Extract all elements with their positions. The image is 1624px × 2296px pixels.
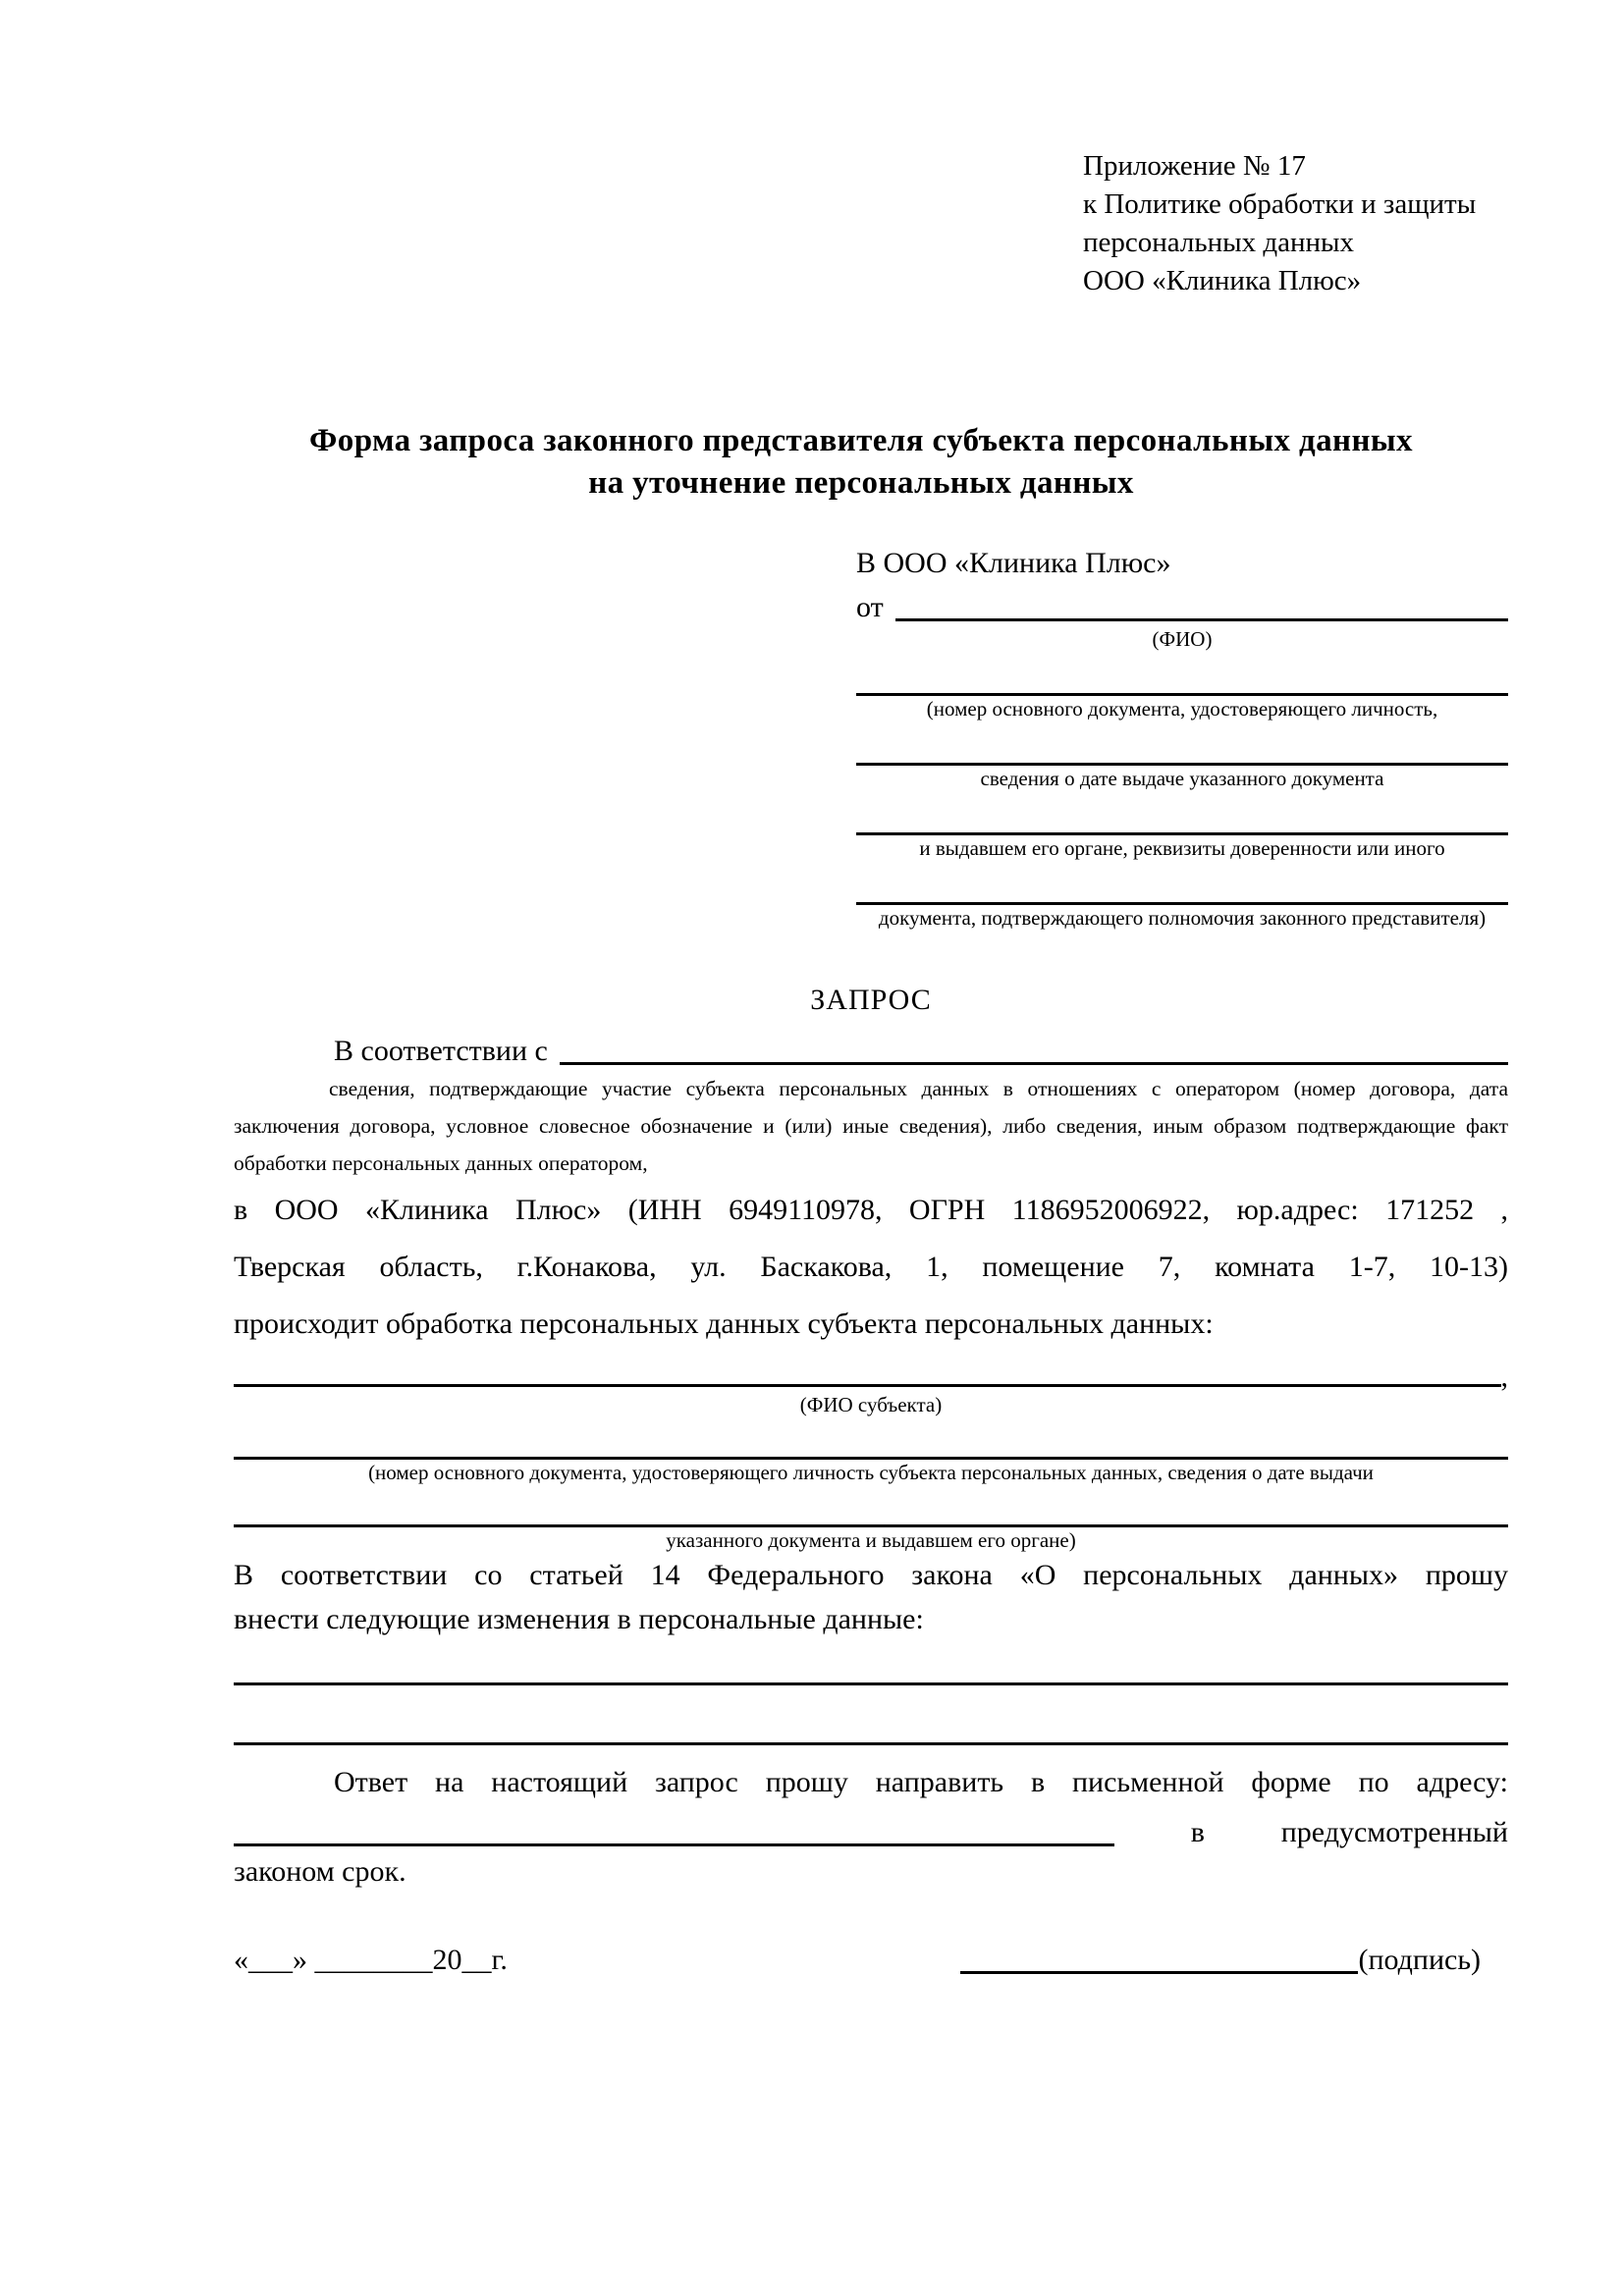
note-line-2: заключения договора, условное словесное обозначение и (или) иные сведения), либо сведения, иным образом подтверждающие факт bbox=[234, 1114, 1508, 1138]
basis-field-row bbox=[234, 1025, 1508, 1070]
operator-details-line-2: Тверская область, г.Конакова, ул. Баскакова, 1, помещение 7, комната 1-7, 10-13) bbox=[234, 1251, 1508, 1283]
answer-tail-word: предусмотренный bbox=[1280, 1816, 1508, 1848]
addressee-to: В ООО «Клиника Плюс» bbox=[856, 547, 1171, 579]
from-fio-field bbox=[895, 618, 1508, 621]
appendix-header bbox=[1083, 147, 1508, 300]
appendix-line: к Политике обработки и защиты bbox=[1083, 188, 1477, 220]
answer-address-field bbox=[234, 1843, 1114, 1846]
signature-caption: (подпись) bbox=[1358, 1944, 1481, 1976]
subject-document-caption: (номер основного документа, удостоверяющего личность субъекта персональных данных, сведения о дате выдачи bbox=[368, 1461, 1374, 1484]
title-line-1: Форма запроса законного представителя субъекта персональных данных bbox=[309, 423, 1413, 458]
date-field: «___» ________20__г. bbox=[234, 1944, 508, 1976]
fio-caption: (ФИО) bbox=[1152, 627, 1213, 651]
changes-field-2 bbox=[234, 1685, 1508, 1745]
title-line-2: на уточнение персональных данных bbox=[588, 465, 1134, 501]
note-line-1: сведения, подтверждающие участие субъекта персональных данных в отношениях с оператором (номер договора, дата bbox=[329, 1077, 1508, 1100]
from-field-row bbox=[856, 583, 1508, 626]
changes-field-1 bbox=[234, 1641, 1508, 1685]
document-number-caption: (номер основного документа, удостоверяющего личность, bbox=[926, 697, 1438, 721]
subject-document-field bbox=[234, 1417, 1508, 1460]
issue-date-field bbox=[856, 721, 1508, 766]
signature-field-group bbox=[960, 1942, 1481, 1979]
trailing-comma: , bbox=[1500, 1361, 1508, 1393]
issue-date-caption: сведения о дате выдаче указанного документа bbox=[980, 767, 1384, 790]
signature-row bbox=[234, 1942, 1508, 1979]
subject-fio-caption: (ФИО субъекта) bbox=[799, 1393, 943, 1416]
answer-term-line: законом срок. bbox=[234, 1855, 406, 1888]
document-number-field bbox=[856, 652, 1508, 696]
appendix-line: ООО «Клиника Плюс» bbox=[1083, 265, 1362, 296]
signature-field bbox=[960, 1942, 1358, 1974]
appendix-line: персональных данных bbox=[1083, 227, 1355, 258]
law-reference-line-2: внести следующие изменения в персональные данные: bbox=[234, 1603, 924, 1635]
issuing-authority-caption: и выдавшем его органе, реквизиты доверенности или иного bbox=[919, 836, 1445, 860]
answer-request-line: Ответ на настоящий запрос прошу направить в письменной форме по адресу: bbox=[334, 1766, 1508, 1798]
answer-in-word: в bbox=[1190, 1816, 1205, 1848]
basis-field bbox=[560, 1062, 1508, 1065]
answer-address-row bbox=[234, 1808, 1508, 1851]
document-title bbox=[155, 420, 1567, 505]
appendix-line: Приложение № 17 bbox=[1083, 150, 1306, 182]
note-line-3: обработки персональных данных оператором, bbox=[234, 1151, 648, 1175]
from-label: от bbox=[856, 591, 884, 623]
issuing-authority-field bbox=[856, 791, 1508, 835]
intro-label: В соответствии с bbox=[334, 1035, 548, 1067]
operator-details-line-1: в ООО «Клиника Плюс» (ИНН 6949110978, ОГРН 1186952006922, юр.адрес: 171252 , bbox=[234, 1194, 1508, 1226]
operator-details-line-3: происходит обработка персональных данных субъекта персональных данных: bbox=[234, 1308, 1214, 1340]
subject-fio-row bbox=[234, 1353, 1508, 1392]
proxy-document-caption: документа, подтверждающего полномочия законного представителя) bbox=[878, 906, 1487, 930]
addressee-block bbox=[856, 544, 1508, 931]
subject-document-caption-2: указанного документа и выдавшем его органе) bbox=[666, 1528, 1076, 1552]
subject-fio-field bbox=[234, 1384, 1501, 1387]
proxy-document-field bbox=[856, 861, 1508, 905]
subject-document-field-2 bbox=[234, 1485, 1508, 1527]
request-heading: ЗАПРОС bbox=[810, 984, 932, 1016]
law-reference-line-1: В соответствии со статьей 14 Федерального закона «О персональных данных» прошу bbox=[234, 1559, 1508, 1591]
